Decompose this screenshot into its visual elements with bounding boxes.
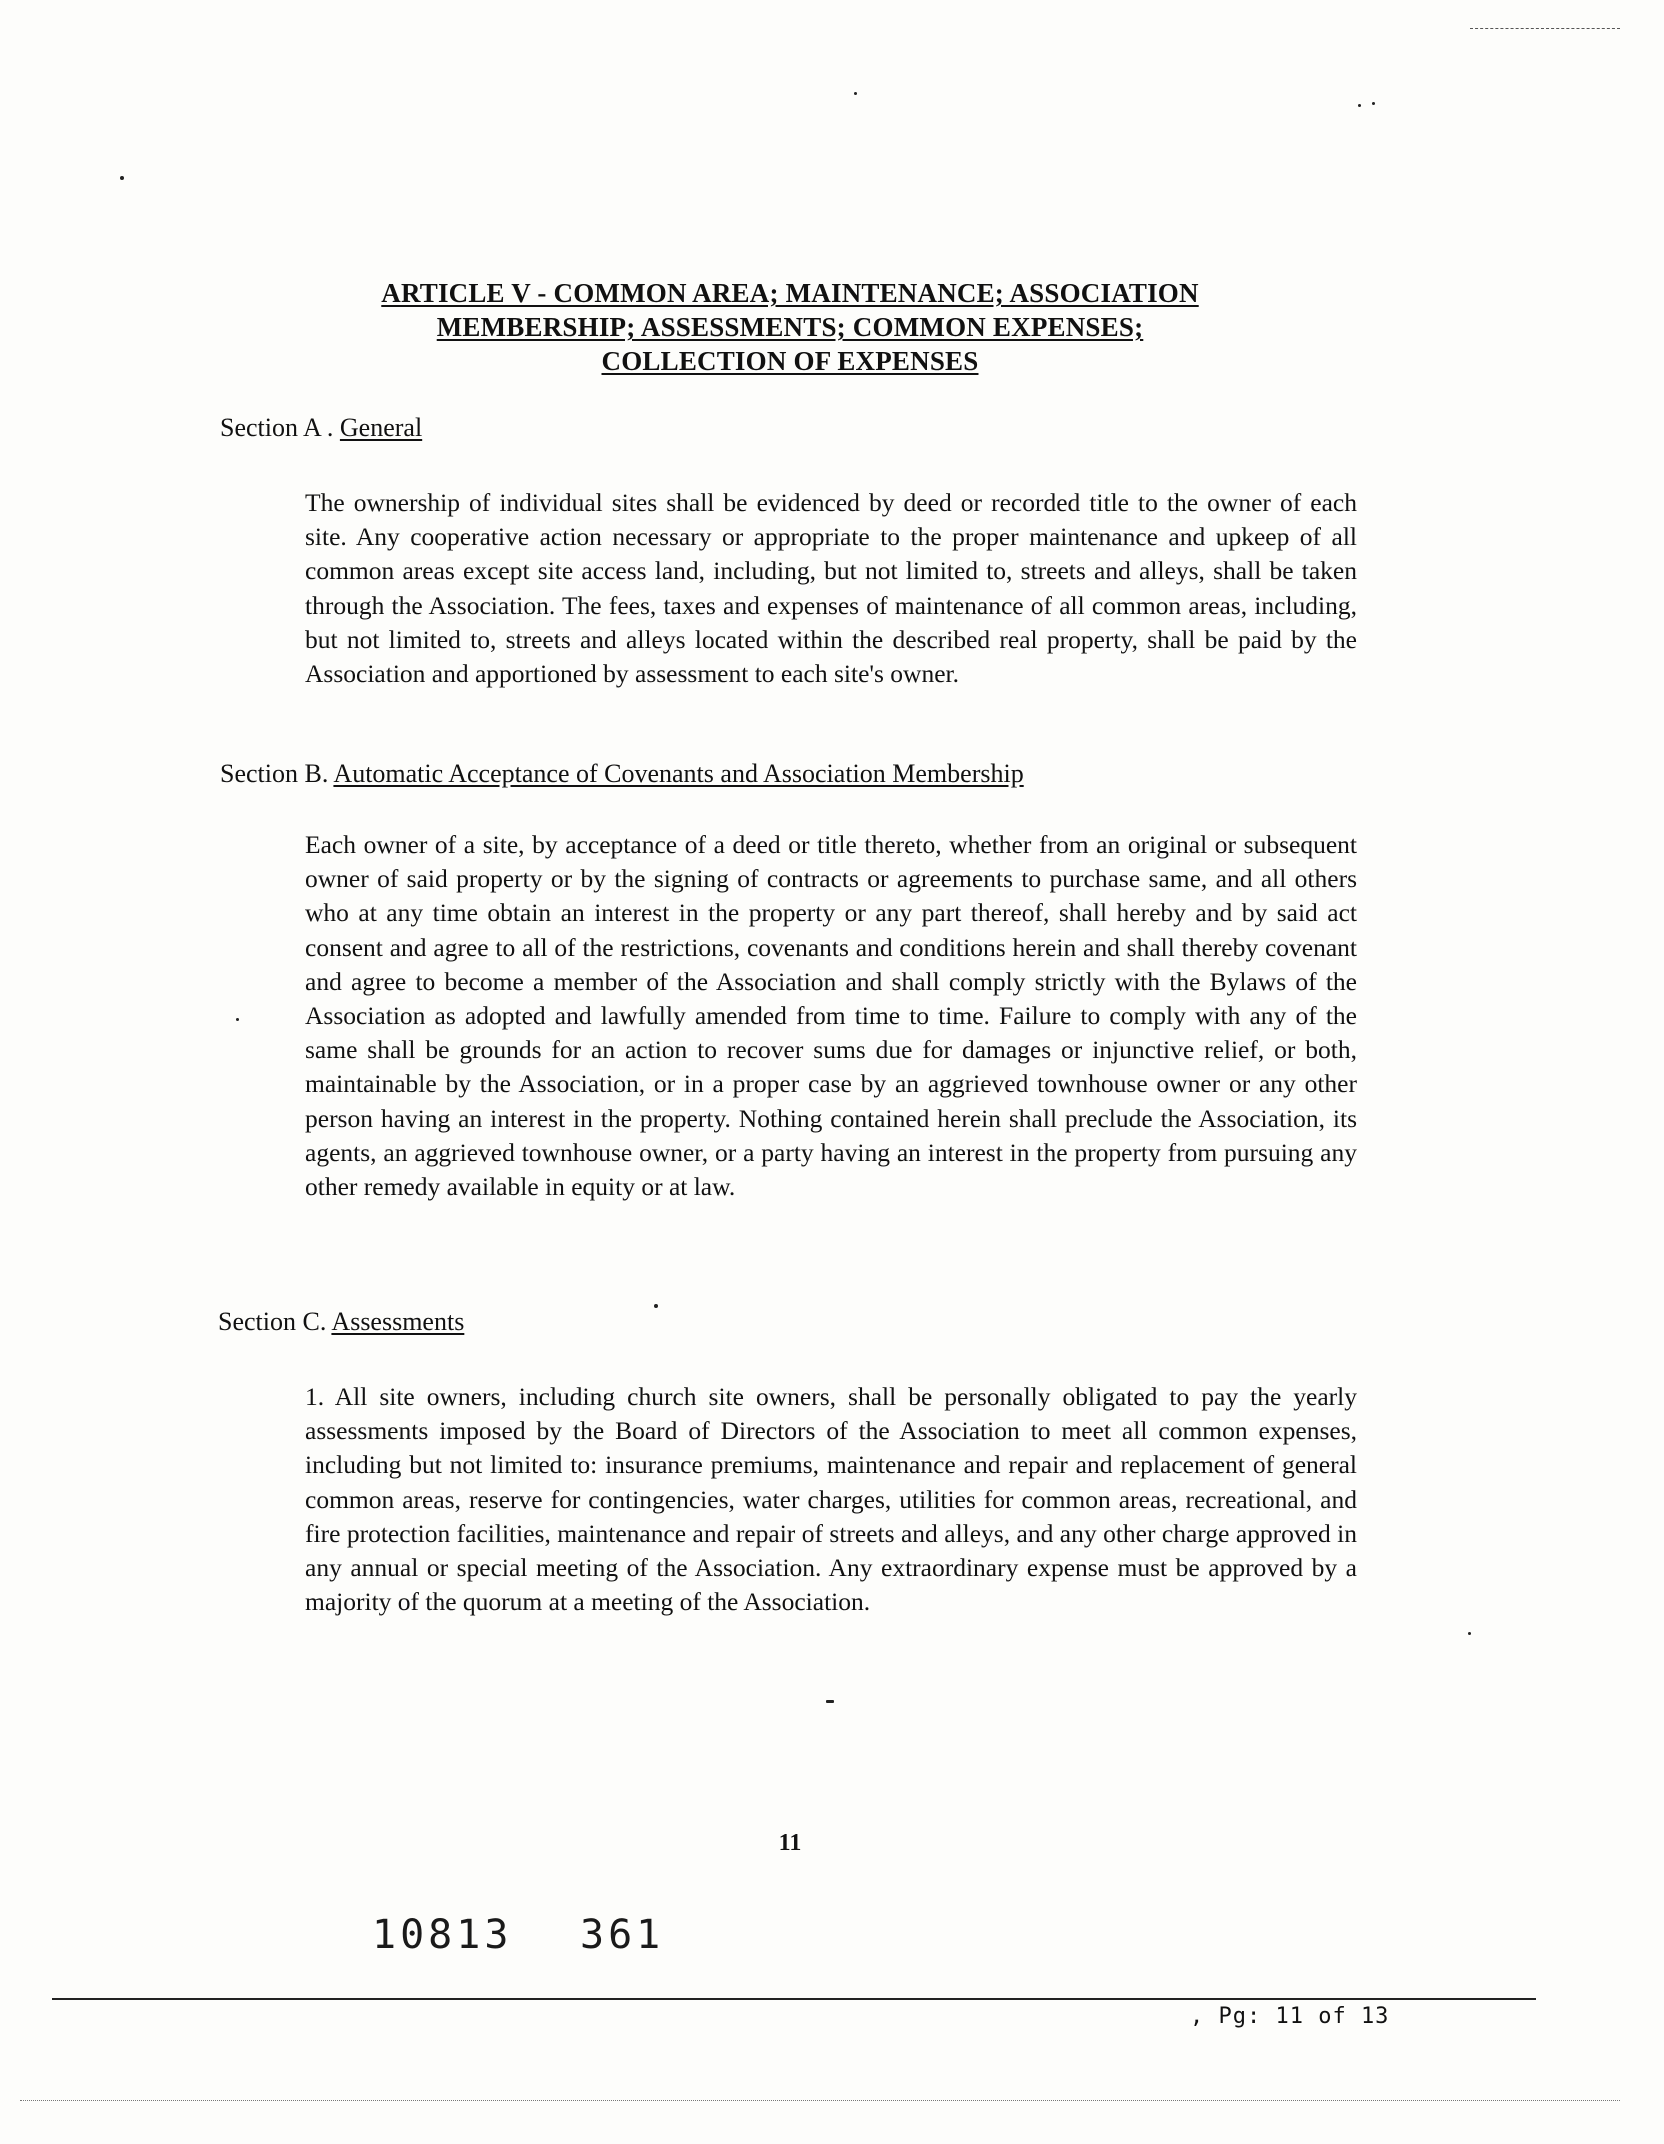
recording-page-number: 361 [580,1912,665,1958]
page-number: 11 [778,1830,802,1856]
footer-page-indicator: , Pg: 11 of 13 [1190,2004,1390,2029]
scan-speck [236,1018,239,1021]
article-title-line-1: ARTICLE V - COMMON AREA; MAINTENANCE; ASSOCIATION [381,278,1199,308]
section-a-label: Section A . [220,413,334,442]
scan-edge-mark-bottom [20,2100,1620,2101]
scan-speck [1358,104,1361,107]
article-title-line-3: COLLECTION OF EXPENSES [601,346,979,376]
scan-speck [1372,102,1375,105]
section-b-heading [220,758,1024,790]
recording-book-number: 10813 [372,1912,513,1958]
scan-speck [1468,1632,1471,1635]
section-b-paragraph: Each owner of a site, by acceptance of a deed or title thereto, whether from an original or subsequent owner of said property or by the signing of contracts or agreements to purchase same, and all others who at any time obtain an interest in the property or any part thereof, shall hereby and by said act consent and agree to all of the restrictions, covenants and conditions herein and shall thereby covenant and agree to become a member of the Association and shall comply strictly with the Bylaws of the Association as adopted and lawfully amended from time to time. Failure to comply with any of the same shall be grounds for an action to recover sums due for damages or injunctive relief, or both, maintainable by the Association, or in a proper case by an aggrieved townhouse owner or any other person having an interest in the property. Nothing contained herein shall preclude the Association, its agents, an aggrieved townhouse owner, or a party having an interest in the property from pursuing any other remedy available in equity or at law. [305,830,1357,1202]
article-title [340,276,1240,378]
scan-speck [854,92,857,95]
section-c-label: Section C. [218,1307,327,1336]
scan-speck [120,176,124,180]
section-c-name: Assessments [331,1307,465,1336]
article-title-line-2: MEMBERSHIP; ASSESSMENTS; COMMON EXPENSES; [436,312,1144,342]
section-c-heading [218,1306,464,1338]
section-a-heading [220,412,422,444]
scan-edge-mark-top [1470,28,1620,29]
section-a-paragraph: The ownership of individual sites shall be evidenced by deed or recorded title to the owner of each site. Any cooperative action necessary or appropriate to the proper maintenance and upkeep of all common areas except site access land, including, but not limited to, streets and alleys, shall be taken through the Association. The fees, taxes and expenses of maintenance of all common areas, including, but not limited to, streets and alleys located within the described real property, shall be paid by the Association and apportioned by assessment to each site's owner. [305,488,1357,689]
section-c-paragraph: 1. All site owners, including church site owners, shall be personally obligated to pay the yearly assessments imposed by the Board of Directors of the Association to meet all common expenses, including but not limited to: insurance premiums, maintenance and repair and replacement of general common areas, reserve for contingencies, water charges, utilities for common areas, recreational, and fire protection facilities, maintenance and repair of streets and alleys, and any other charge approved in any annual or special meeting of the Association. Any extraordinary expense must be approved by a majority of the quorum at a meeting of the Association. [305,1382,1357,1617]
section-b-name: Automatic Acceptance of Covenants and Association Membership [333,759,1024,788]
scan-speck [826,1700,834,1703]
scan-speck [654,1304,658,1308]
section-a-name: General [339,413,423,442]
footer-rule [52,1998,1536,2000]
section-b-label: Section B. [220,759,329,788]
